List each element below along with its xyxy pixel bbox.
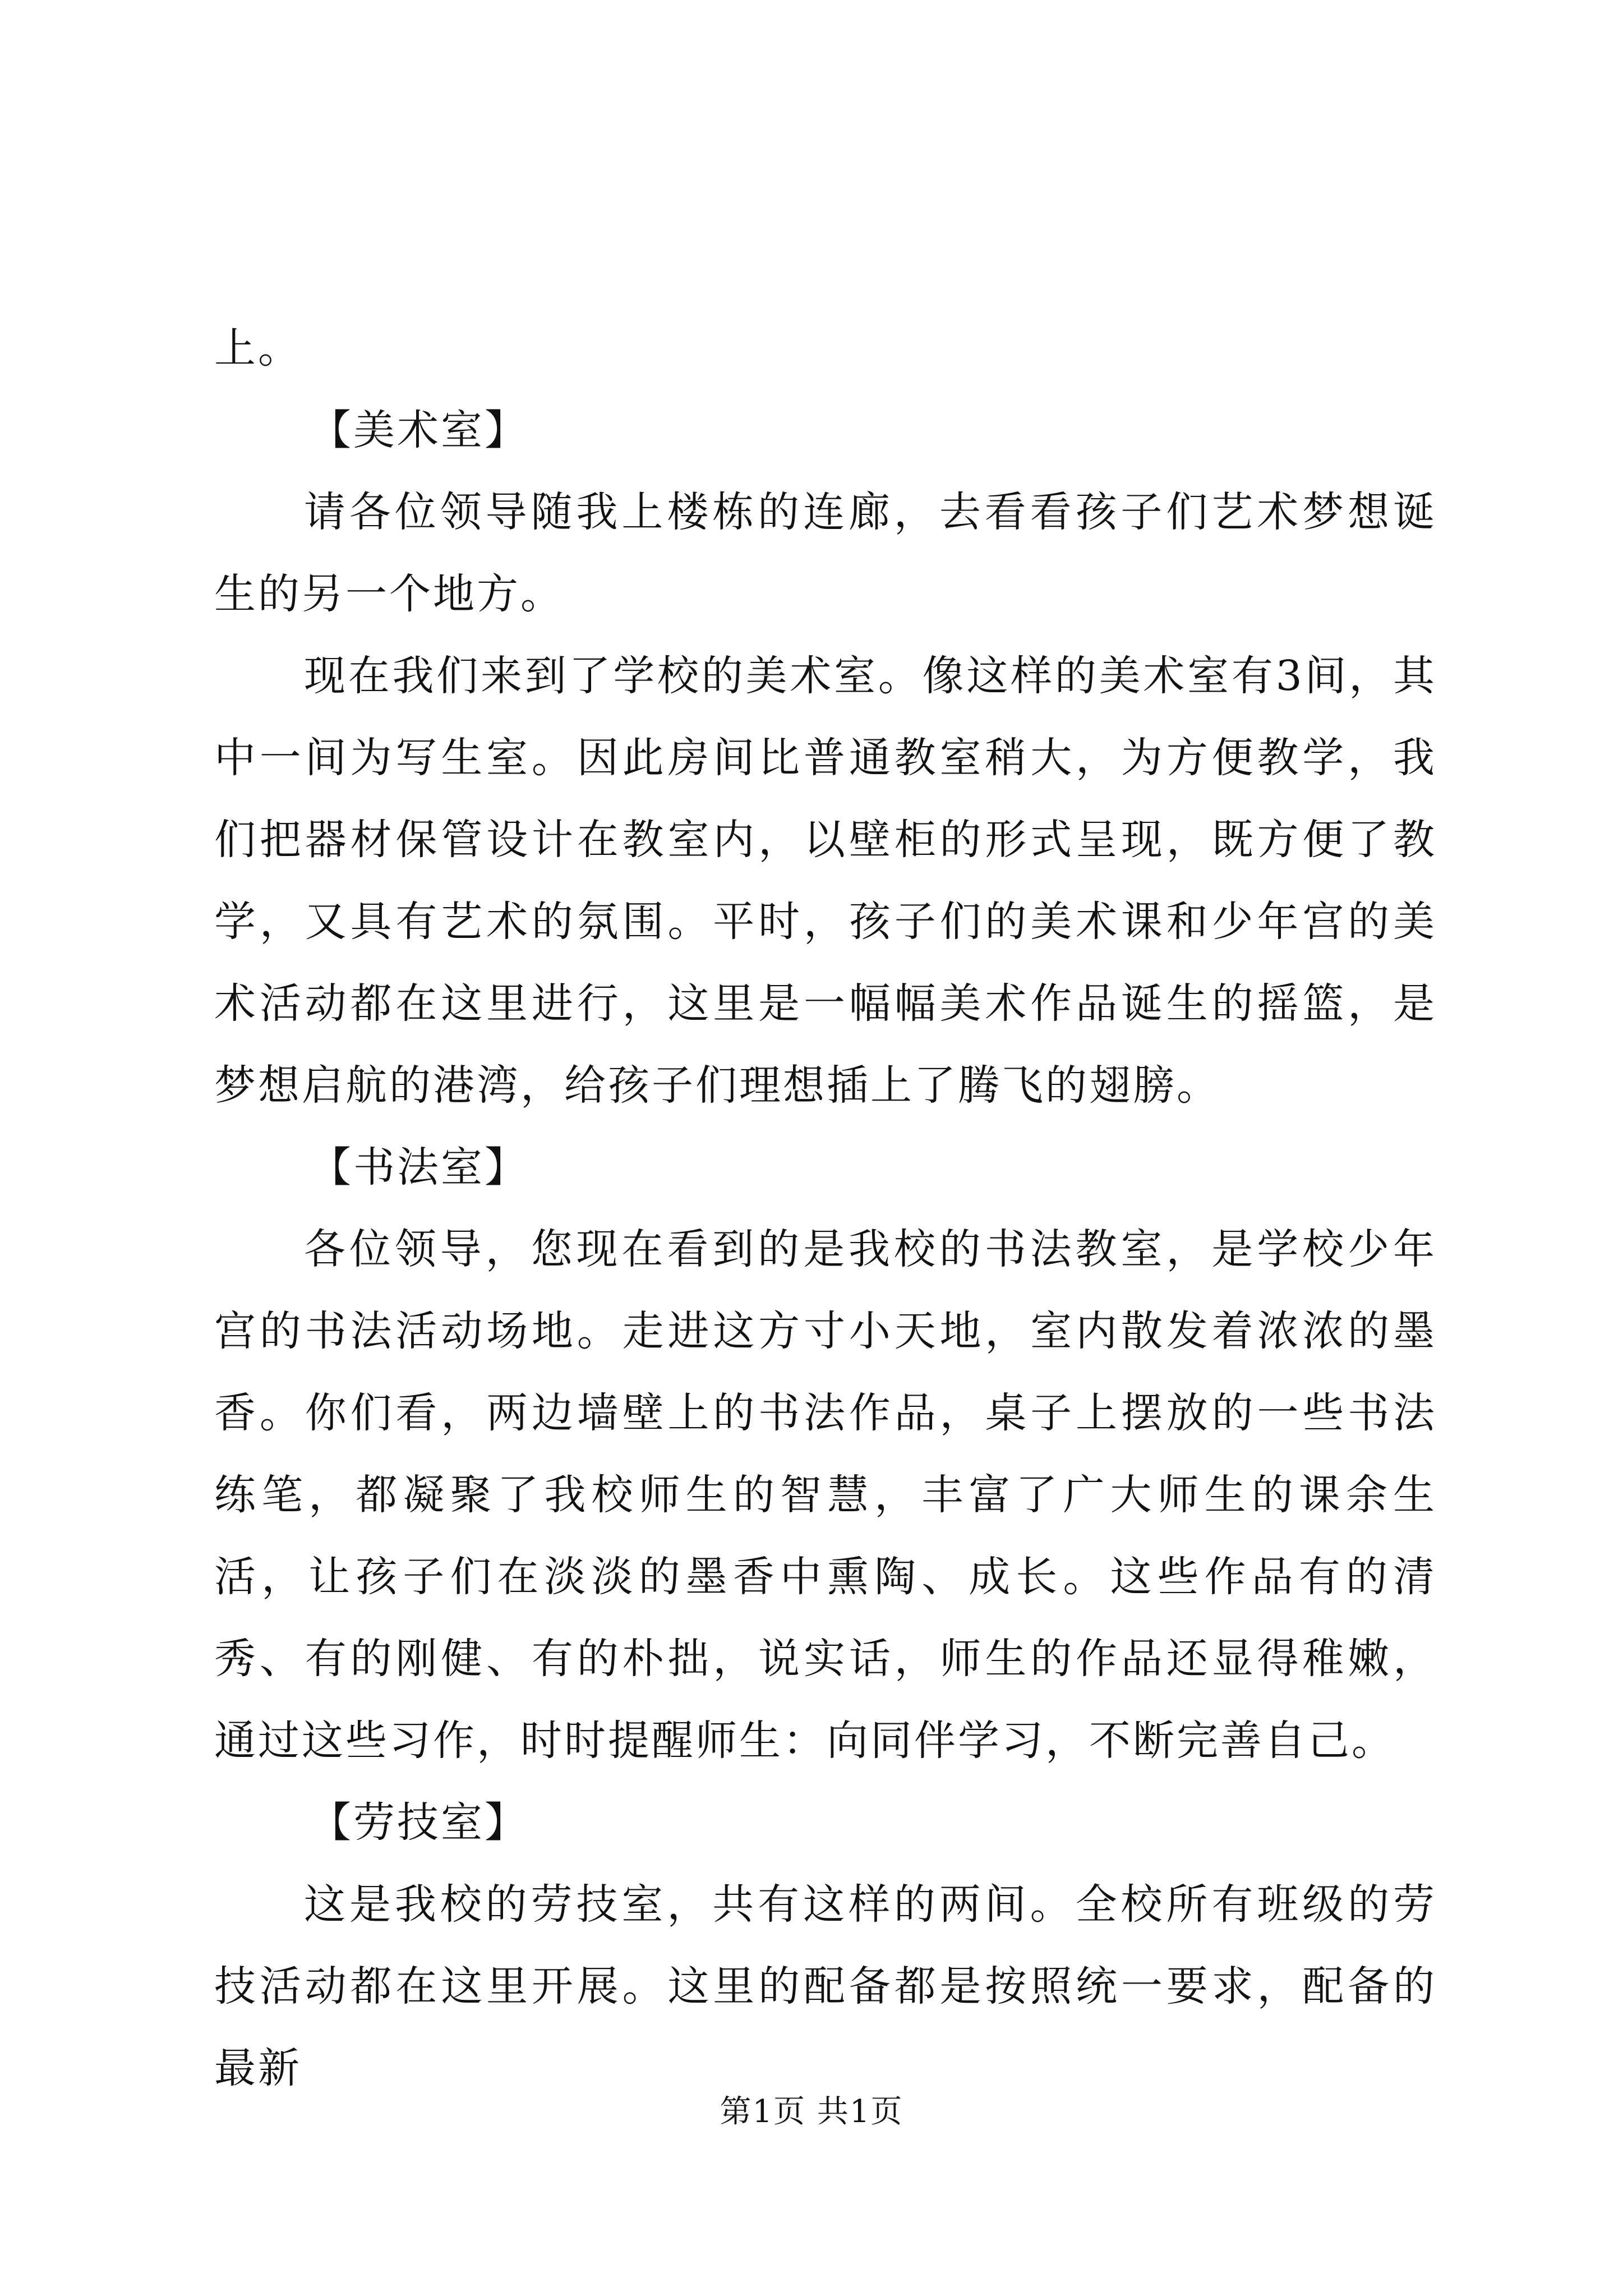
section-heading-calligraphy-room: 【书法室】 [310,1143,528,1191]
paragraph-calligraphy-room: 各位领导，您现在看到的是我校的书法教室，是学校少年宫的书法活动场地。走进这方寸小天地，室内散发着浓浓的墨香。你们看，两边墙壁上的书法作品，桌子上摆放的一些书法练笔，都凝聚了我校师生的智慧，丰富了广大师生的课余生活，让孩子们在淡淡的墨香中熏陶、成长。这些作品有的清秀、有的刚健、有的朴拙，说实话，师生的作品还显得稚嫩，通过这些习作，时时提醒师生：向同伴学习，不断完善自己。 [214,1225,1437,1765]
paragraph-labor-room: 这是我校的劳技室，共有这样的两间。全校所有班级的劳技活动都在这里开展。这里的配备都是按照统一要求，配备的最新 [214,1880,1437,2092]
document-body [214,307,1437,2109]
section-heading-labor-room: 【劳技室】 [310,1798,528,1847]
paragraph-art-room-detail: 现在我们来到了学校的美术室。像这样的美术室有3间，其中一间为写生室。因此房间比普通教室稍大，为方便教学，我们把器材保管设计在教室内，以壁柜的形式呈现，既方便了教学，又具有艺术的氛围。平时，孩子们的美术课和少年宫的美术活动都在这里进行，这里是一幅幅美术作品诞生的摇篮，是梦想启航的港湾，给孩子们理想插上了腾飞的翅膀。 [214,652,1437,1110]
page-footer: 第1页 共1页 [720,2093,903,2130]
paragraph-art-room-intro: 请各位领导随我上楼栋的连廊，去看看孩子们艺术梦想诞生的另一个地方。 [214,488,1437,618]
section-heading-art-room: 【美术室】 [310,406,528,454]
paragraph-continuation: 上。 [214,324,302,372]
